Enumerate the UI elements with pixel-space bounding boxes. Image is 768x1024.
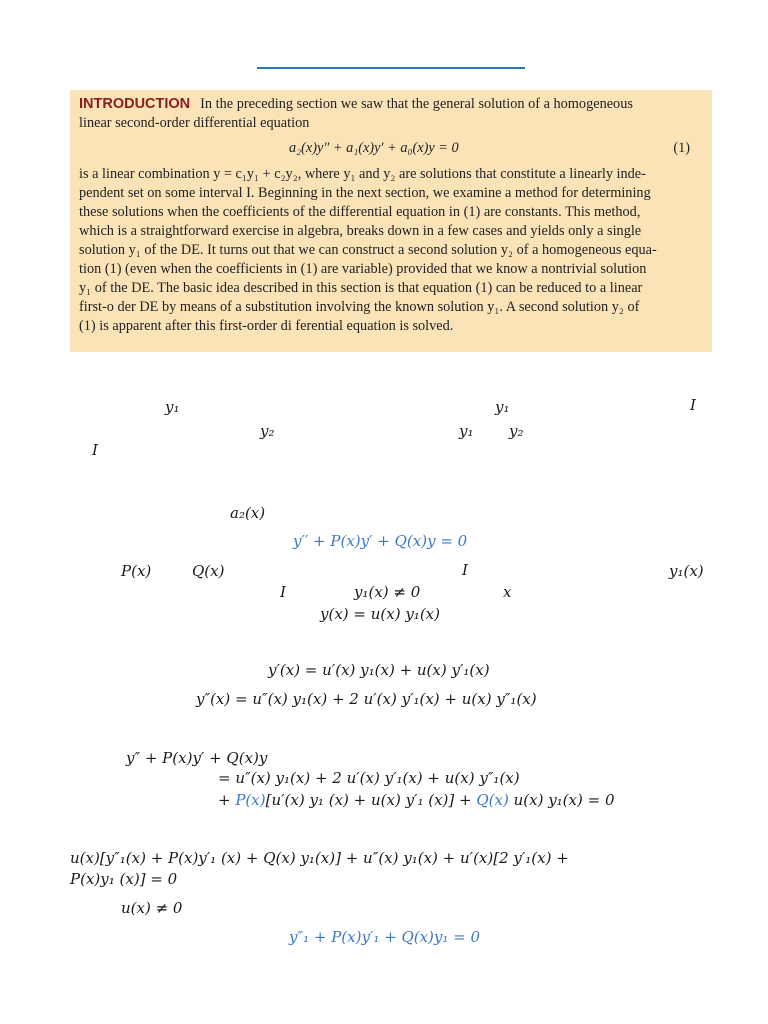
math-y2: y₂: [260, 422, 275, 440]
intro-line-3: is a linear combination y = c₁y₁ + c₂y₂, where y₁ and y₂ are solutions that constitute a linearly inde-: [79, 166, 646, 182]
substituted-lhs: y″ + P(x)y′ + Q(x)y: [126, 749, 268, 767]
math-y1-nonzero: y₁(x) ≠ 0: [354, 583, 421, 601]
math-Q: Q(x): [192, 562, 225, 580]
final-equation: y″₁ + P(x)y′₁ + Q(x)y₁ = 0: [289, 928, 481, 946]
math-interval-I: I: [280, 583, 286, 601]
grouped-equation-line-2: P(x)y₁ (x)] = 0: [70, 870, 178, 888]
substituted-line-3: + P(x)[u′(x) y₁ (x) + u(x) y′₁ (x)] + Q(x) u(x) y₁(x) = 0: [218, 791, 615, 809]
math-x: x: [503, 583, 512, 601]
math-P: P(x): [121, 562, 152, 580]
intro-line-6: which is a straightforward exercise in algebra, breaks down in a few cases and yields only a single: [79, 223, 642, 239]
substitution-equation: y(x) = u(x) y₁(x): [320, 605, 440, 623]
intro-line-10: first-o der DE by means of a substitution involving the known solution y₁. A second solution y₂ of: [79, 299, 640, 315]
second-derivative-equation: y″(x) = u″(x) y₁(x) + 2 u′(x) y′₁(x) + u(x) y″₁(x): [196, 690, 537, 708]
math-interval-I: I: [92, 441, 98, 459]
intro-line-9: y₁ of the DE. The basic idea described in this section is that equation (1) can be reduced to a linear: [79, 280, 643, 296]
intro-line-8: tion (1) (even when the coefficients in (1) are variable) provided that we know a nontrivial solution: [79, 261, 647, 277]
math-y1: y₁: [495, 398, 510, 416]
introduction-heading: INTRODUCTION: [79, 96, 191, 112]
math-interval-I: I: [690, 396, 696, 414]
math-u-nonzero: u(x) ≠ 0: [121, 899, 183, 917]
intro-equation-row: [79, 133, 702, 165]
math-y2: y₂: [509, 422, 524, 440]
intro-line-11: (1) is apparent after this first-order di ferential equation is solved.: [79, 318, 454, 334]
coefficient-Q: Q(x): [476, 791, 509, 809]
standard-form-equation: y′′ + P(x)y′ + Q(x)y = 0: [293, 532, 468, 550]
substituted-line-2: = u″(x) y₁(x) + 2 u′(x) y′₁(x) + u(x) y″₁(x): [218, 769, 520, 787]
math-y1: y₁: [459, 422, 474, 440]
intro-line-1: INTRODUCTION In the preceding section we saw that the general solution of a homogeneous: [79, 96, 633, 112]
math-a2: a₂(x): [230, 504, 266, 522]
title-rule: [257, 67, 525, 69]
grouped-equation-line-1: u(x)[y″₁(x) + P(x)y′₁ (x) + Q(x) y₁(x)] + u″(x) y₁(x) + u′(x)[2 y′₁(x) +: [70, 849, 569, 867]
introduction-box: [70, 90, 712, 352]
intro-line-4: pendent set on some interval I. Beginning in the next section, we examine a method for determining: [79, 185, 651, 201]
math-y1x: y₁(x): [669, 562, 704, 580]
equation-number: (1): [673, 140, 690, 156]
intro-line-7: solution y₁ of the DE. It turns out that we can construct a second solution y₂ of a homogeneous equa-: [79, 242, 657, 258]
intro-equation: a₂(x)y″ + a₁(x)y′ + a₀(x)y = 0: [289, 140, 459, 156]
math-interval-I: I: [462, 561, 468, 579]
coefficient-P: P(x): [235, 791, 266, 809]
intro-line-5: these solutions when the coefficients of the differential equation in (1) are constants. This method,: [79, 204, 641, 220]
intro-line-2: linear second-order differential equation: [79, 115, 310, 131]
first-derivative-equation: y′(x) = u′(x) y₁(x) + u(x) y′₁(x): [268, 661, 490, 679]
math-y1: y₁: [165, 398, 180, 416]
